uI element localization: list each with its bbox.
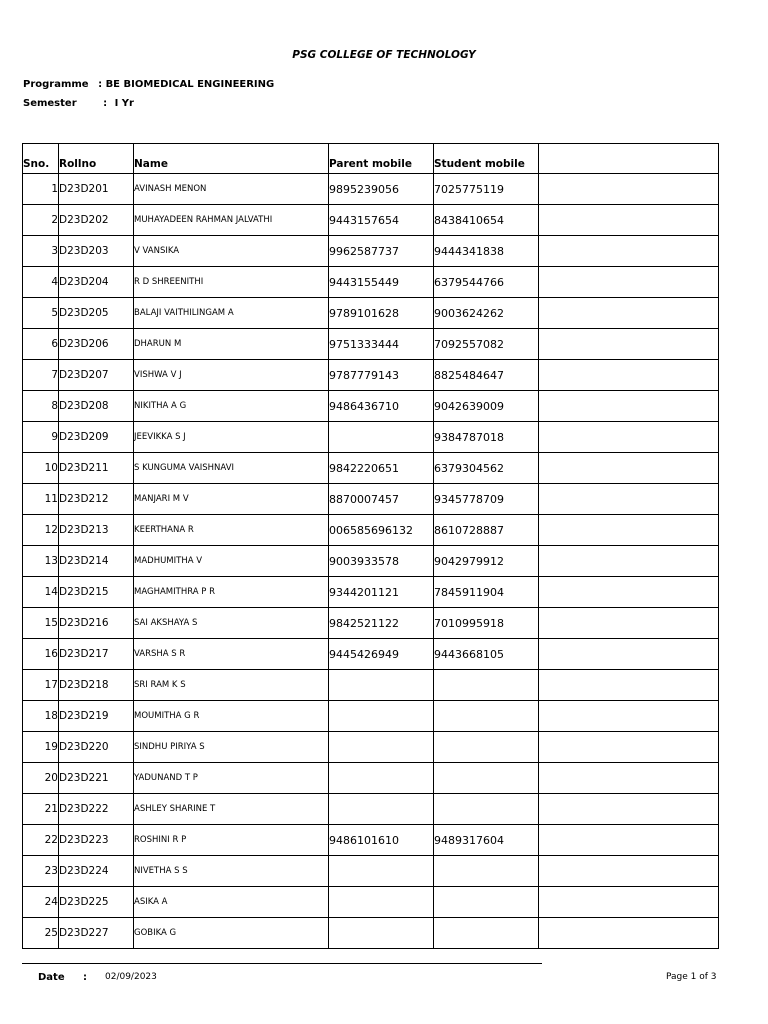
- table-row: [23, 608, 719, 639]
- cell-name: VARSHA S R: [134, 639, 329, 670]
- cell-parent-mobile: 8870007457: [329, 484, 434, 515]
- cell-student-mobile: [434, 732, 539, 763]
- cell-sno: 23: [23, 856, 59, 887]
- cell-rollno: D23D224: [59, 856, 134, 887]
- cell-sno: 18: [23, 701, 59, 732]
- cell-name: MUHAYADEEN RAHMAN JALVATHI: [134, 205, 329, 236]
- cell-student-mobile: 7845911904: [434, 577, 539, 608]
- cell-parent-mobile: 006585696132: [329, 515, 434, 546]
- table-row: [23, 763, 719, 794]
- cell-parent-mobile: 9842220651: [329, 453, 434, 484]
- cell-parent-mobile: 9445426949: [329, 639, 434, 670]
- cell-student-mobile: 8825484647: [434, 360, 539, 391]
- cell-student-mobile: [434, 794, 539, 825]
- cell-rollno: D23D207: [59, 360, 134, 391]
- cell-name: NIKITHA A G: [134, 391, 329, 422]
- cell-parent-mobile: 9486101610: [329, 825, 434, 856]
- cell-rollno: D23D227: [59, 918, 134, 949]
- cell-parent-mobile: [329, 918, 434, 949]
- cell-sno: 19: [23, 732, 59, 763]
- cell-rollno: D23D201: [59, 174, 134, 205]
- cell-rollno: D23D220: [59, 732, 134, 763]
- table-row: [23, 267, 719, 298]
- cell-rollno: D23D225: [59, 887, 134, 918]
- cell-student-mobile: [434, 918, 539, 949]
- programme-label: Programme: [23, 79, 89, 90]
- cell-parent-mobile: 9344201121: [329, 577, 434, 608]
- header-name: Name: [134, 144, 329, 174]
- cell-blank: [539, 918, 719, 949]
- cell-student-mobile: [434, 856, 539, 887]
- cell-rollno: D23D219: [59, 701, 134, 732]
- cell-parent-mobile: 9842521122: [329, 608, 434, 639]
- cell-name: BALAJI VAITHILINGAM A: [134, 298, 329, 329]
- cell-parent-mobile: 9443157654: [329, 205, 434, 236]
- programme-value: BE BIOMEDICAL ENGINEERING: [105, 79, 275, 90]
- cell-name: S KUNGUMA VAISHNAVI: [134, 453, 329, 484]
- table-row: [23, 701, 719, 732]
- cell-name: KEERTHANA R: [134, 515, 329, 546]
- cell-sno: 16: [23, 639, 59, 670]
- cell-blank: [539, 546, 719, 577]
- cell-parent-mobile: [329, 422, 434, 453]
- table-row: [23, 360, 719, 391]
- table-row: [23, 918, 719, 949]
- cell-blank: [539, 267, 719, 298]
- cell-sno: 11: [23, 484, 59, 515]
- header-blank: [539, 144, 719, 174]
- cell-sno: 14: [23, 577, 59, 608]
- cell-sno: 12: [23, 515, 59, 546]
- semester-sep: :: [103, 98, 108, 109]
- cell-student-mobile: 9003624262: [434, 298, 539, 329]
- cell-blank: [539, 577, 719, 608]
- cell-blank: [539, 887, 719, 918]
- cell-blank: [539, 236, 719, 267]
- table-row: [23, 515, 719, 546]
- cell-sno: 10: [23, 453, 59, 484]
- cell-name: MOUMITHA G R: [134, 701, 329, 732]
- cell-parent-mobile: 9962587737: [329, 236, 434, 267]
- table-row: [23, 484, 719, 515]
- cell-blank: [539, 825, 719, 856]
- cell-blank: [539, 360, 719, 391]
- cell-student-mobile: 6379544766: [434, 267, 539, 298]
- cell-rollno: D23D208: [59, 391, 134, 422]
- cell-name: NIVETHA S S: [134, 856, 329, 887]
- cell-student-mobile: 8610728887: [434, 515, 539, 546]
- cell-sno: 9: [23, 422, 59, 453]
- cell-blank: [539, 856, 719, 887]
- header-parent-mobile: Parent mobile: [329, 144, 434, 174]
- cell-name: YADUNAND T P: [134, 763, 329, 794]
- programme-sep: :: [98, 79, 103, 90]
- cell-student-mobile: 9444341838: [434, 236, 539, 267]
- programme-row: [23, 79, 274, 90]
- table-row: [23, 298, 719, 329]
- cell-sno: 1: [23, 174, 59, 205]
- table-row: [23, 422, 719, 453]
- cell-blank: [539, 763, 719, 794]
- cell-parent-mobile: [329, 794, 434, 825]
- cell-student-mobile: 9384787018: [434, 422, 539, 453]
- header-student-mobile: Student mobile: [434, 144, 539, 174]
- table-header-row: [23, 144, 719, 174]
- cell-student-mobile: 9443668105: [434, 639, 539, 670]
- cell-rollno: D23D222: [59, 794, 134, 825]
- cell-rollno: D23D209: [59, 422, 134, 453]
- cell-rollno: D23D223: [59, 825, 134, 856]
- cell-sno: 17: [23, 670, 59, 701]
- table-row: [23, 546, 719, 577]
- cell-rollno: D23D217: [59, 639, 134, 670]
- header-sno: Sno.: [23, 144, 59, 174]
- cell-rollno: D23D215: [59, 577, 134, 608]
- cell-student-mobile: [434, 887, 539, 918]
- cell-student-mobile: [434, 701, 539, 732]
- cell-blank: [539, 670, 719, 701]
- cell-sno: 4: [23, 267, 59, 298]
- cell-parent-mobile: [329, 732, 434, 763]
- table-row: [23, 577, 719, 608]
- cell-blank: [539, 174, 719, 205]
- cell-rollno: D23D213: [59, 515, 134, 546]
- table-row: [23, 794, 719, 825]
- cell-name: ASIKA A: [134, 887, 329, 918]
- cell-blank: [539, 608, 719, 639]
- table-row: [23, 732, 719, 763]
- cell-name: JEEVIKKA S J: [134, 422, 329, 453]
- cell-name: SAI AKSHAYA S: [134, 608, 329, 639]
- cell-blank: [539, 205, 719, 236]
- cell-blank: [539, 794, 719, 825]
- cell-student-mobile: 7025775119: [434, 174, 539, 205]
- cell-blank: [539, 453, 719, 484]
- cell-blank: [539, 484, 719, 515]
- cell-blank: [539, 515, 719, 546]
- cell-student-mobile: 9042979912: [434, 546, 539, 577]
- cell-sno: 7: [23, 360, 59, 391]
- cell-blank: [539, 329, 719, 360]
- cell-name: MAGHAMITHRA P R: [134, 577, 329, 608]
- semester-label: Semester: [23, 98, 77, 109]
- cell-parent-mobile: 9787779143: [329, 360, 434, 391]
- cell-blank: [539, 732, 719, 763]
- table-row: [23, 887, 719, 918]
- cell-name: R D SHREENITHI: [134, 267, 329, 298]
- cell-name: SRI RAM K S: [134, 670, 329, 701]
- table-row: [23, 639, 719, 670]
- cell-student-mobile: 8438410654: [434, 205, 539, 236]
- cell-name: SINDHU PIRIYA S: [134, 732, 329, 763]
- cell-name: ASHLEY SHARINE T: [134, 794, 329, 825]
- table-row: [23, 174, 719, 205]
- cell-parent-mobile: 9789101628: [329, 298, 434, 329]
- student-table: [22, 143, 719, 949]
- page-number: Page 1 of 3: [666, 972, 717, 982]
- footer-date-label: Date: [38, 972, 65, 983]
- cell-rollno: D23D204: [59, 267, 134, 298]
- cell-sno: 8: [23, 391, 59, 422]
- cell-student-mobile: 6379304562: [434, 453, 539, 484]
- table-row: [23, 453, 719, 484]
- table-row: [23, 670, 719, 701]
- cell-student-mobile: 7010995918: [434, 608, 539, 639]
- cell-parent-mobile: 9486436710: [329, 391, 434, 422]
- cell-parent-mobile: [329, 856, 434, 887]
- cell-parent-mobile: 9003933578: [329, 546, 434, 577]
- semester-value: I Yr: [114, 98, 134, 109]
- cell-blank: [539, 422, 719, 453]
- cell-name: GOBIKA G: [134, 918, 329, 949]
- cell-parent-mobile: [329, 701, 434, 732]
- cell-rollno: D23D221: [59, 763, 134, 794]
- cell-rollno: D23D214: [59, 546, 134, 577]
- cell-student-mobile: 9489317604: [434, 825, 539, 856]
- cell-parent-mobile: [329, 763, 434, 794]
- footer-divider: [22, 963, 542, 964]
- cell-name: MANJARI M V: [134, 484, 329, 515]
- footer-date-sep: :: [83, 972, 87, 983]
- cell-sno: 5: [23, 298, 59, 329]
- header-rollno: Rollno: [59, 144, 134, 174]
- table-row: [23, 329, 719, 360]
- cell-rollno: D23D203: [59, 236, 134, 267]
- cell-blank: [539, 701, 719, 732]
- cell-blank: [539, 298, 719, 329]
- cell-blank: [539, 391, 719, 422]
- table-row: [23, 856, 719, 887]
- cell-rollno: D23D211: [59, 453, 134, 484]
- cell-sno: 6: [23, 329, 59, 360]
- cell-sno: 13: [23, 546, 59, 577]
- cell-student-mobile: 9345778709: [434, 484, 539, 515]
- cell-student-mobile: 7092557082: [434, 329, 539, 360]
- cell-name: MADHUMITHA V: [134, 546, 329, 577]
- semester-row: [23, 98, 134, 109]
- cell-name: VISHWA V J: [134, 360, 329, 391]
- cell-rollno: D23D205: [59, 298, 134, 329]
- cell-sno: 15: [23, 608, 59, 639]
- cell-parent-mobile: 9751333444: [329, 329, 434, 360]
- cell-sno: 20: [23, 763, 59, 794]
- cell-rollno: D23D218: [59, 670, 134, 701]
- table-row: [23, 391, 719, 422]
- cell-parent-mobile: [329, 887, 434, 918]
- cell-student-mobile: 9042639009: [434, 391, 539, 422]
- cell-blank: [539, 639, 719, 670]
- footer-date-value: 02/09/2023: [105, 972, 157, 982]
- cell-sno: 21: [23, 794, 59, 825]
- cell-sno: 22: [23, 825, 59, 856]
- cell-sno: 25: [23, 918, 59, 949]
- cell-sno: 3: [23, 236, 59, 267]
- table-row: [23, 205, 719, 236]
- cell-parent-mobile: 9443155449: [329, 267, 434, 298]
- cell-name: AVINASH MENON: [134, 174, 329, 205]
- cell-student-mobile: [434, 670, 539, 701]
- cell-rollno: D23D212: [59, 484, 134, 515]
- cell-parent-mobile: [329, 670, 434, 701]
- cell-name: V VANSIKA: [134, 236, 329, 267]
- cell-sno: 24: [23, 887, 59, 918]
- cell-rollno: D23D206: [59, 329, 134, 360]
- cell-rollno: D23D216: [59, 608, 134, 639]
- cell-parent-mobile: 9895239056: [329, 174, 434, 205]
- cell-sno: 2: [23, 205, 59, 236]
- page-title: PSG COLLEGE OF TECHNOLOGY: [292, 49, 476, 61]
- cell-name: ROSHINI R P: [134, 825, 329, 856]
- cell-student-mobile: [434, 763, 539, 794]
- table-row: [23, 236, 719, 267]
- table-row: [23, 825, 719, 856]
- cell-name: DHARUN M: [134, 329, 329, 360]
- cell-rollno: D23D202: [59, 205, 134, 236]
